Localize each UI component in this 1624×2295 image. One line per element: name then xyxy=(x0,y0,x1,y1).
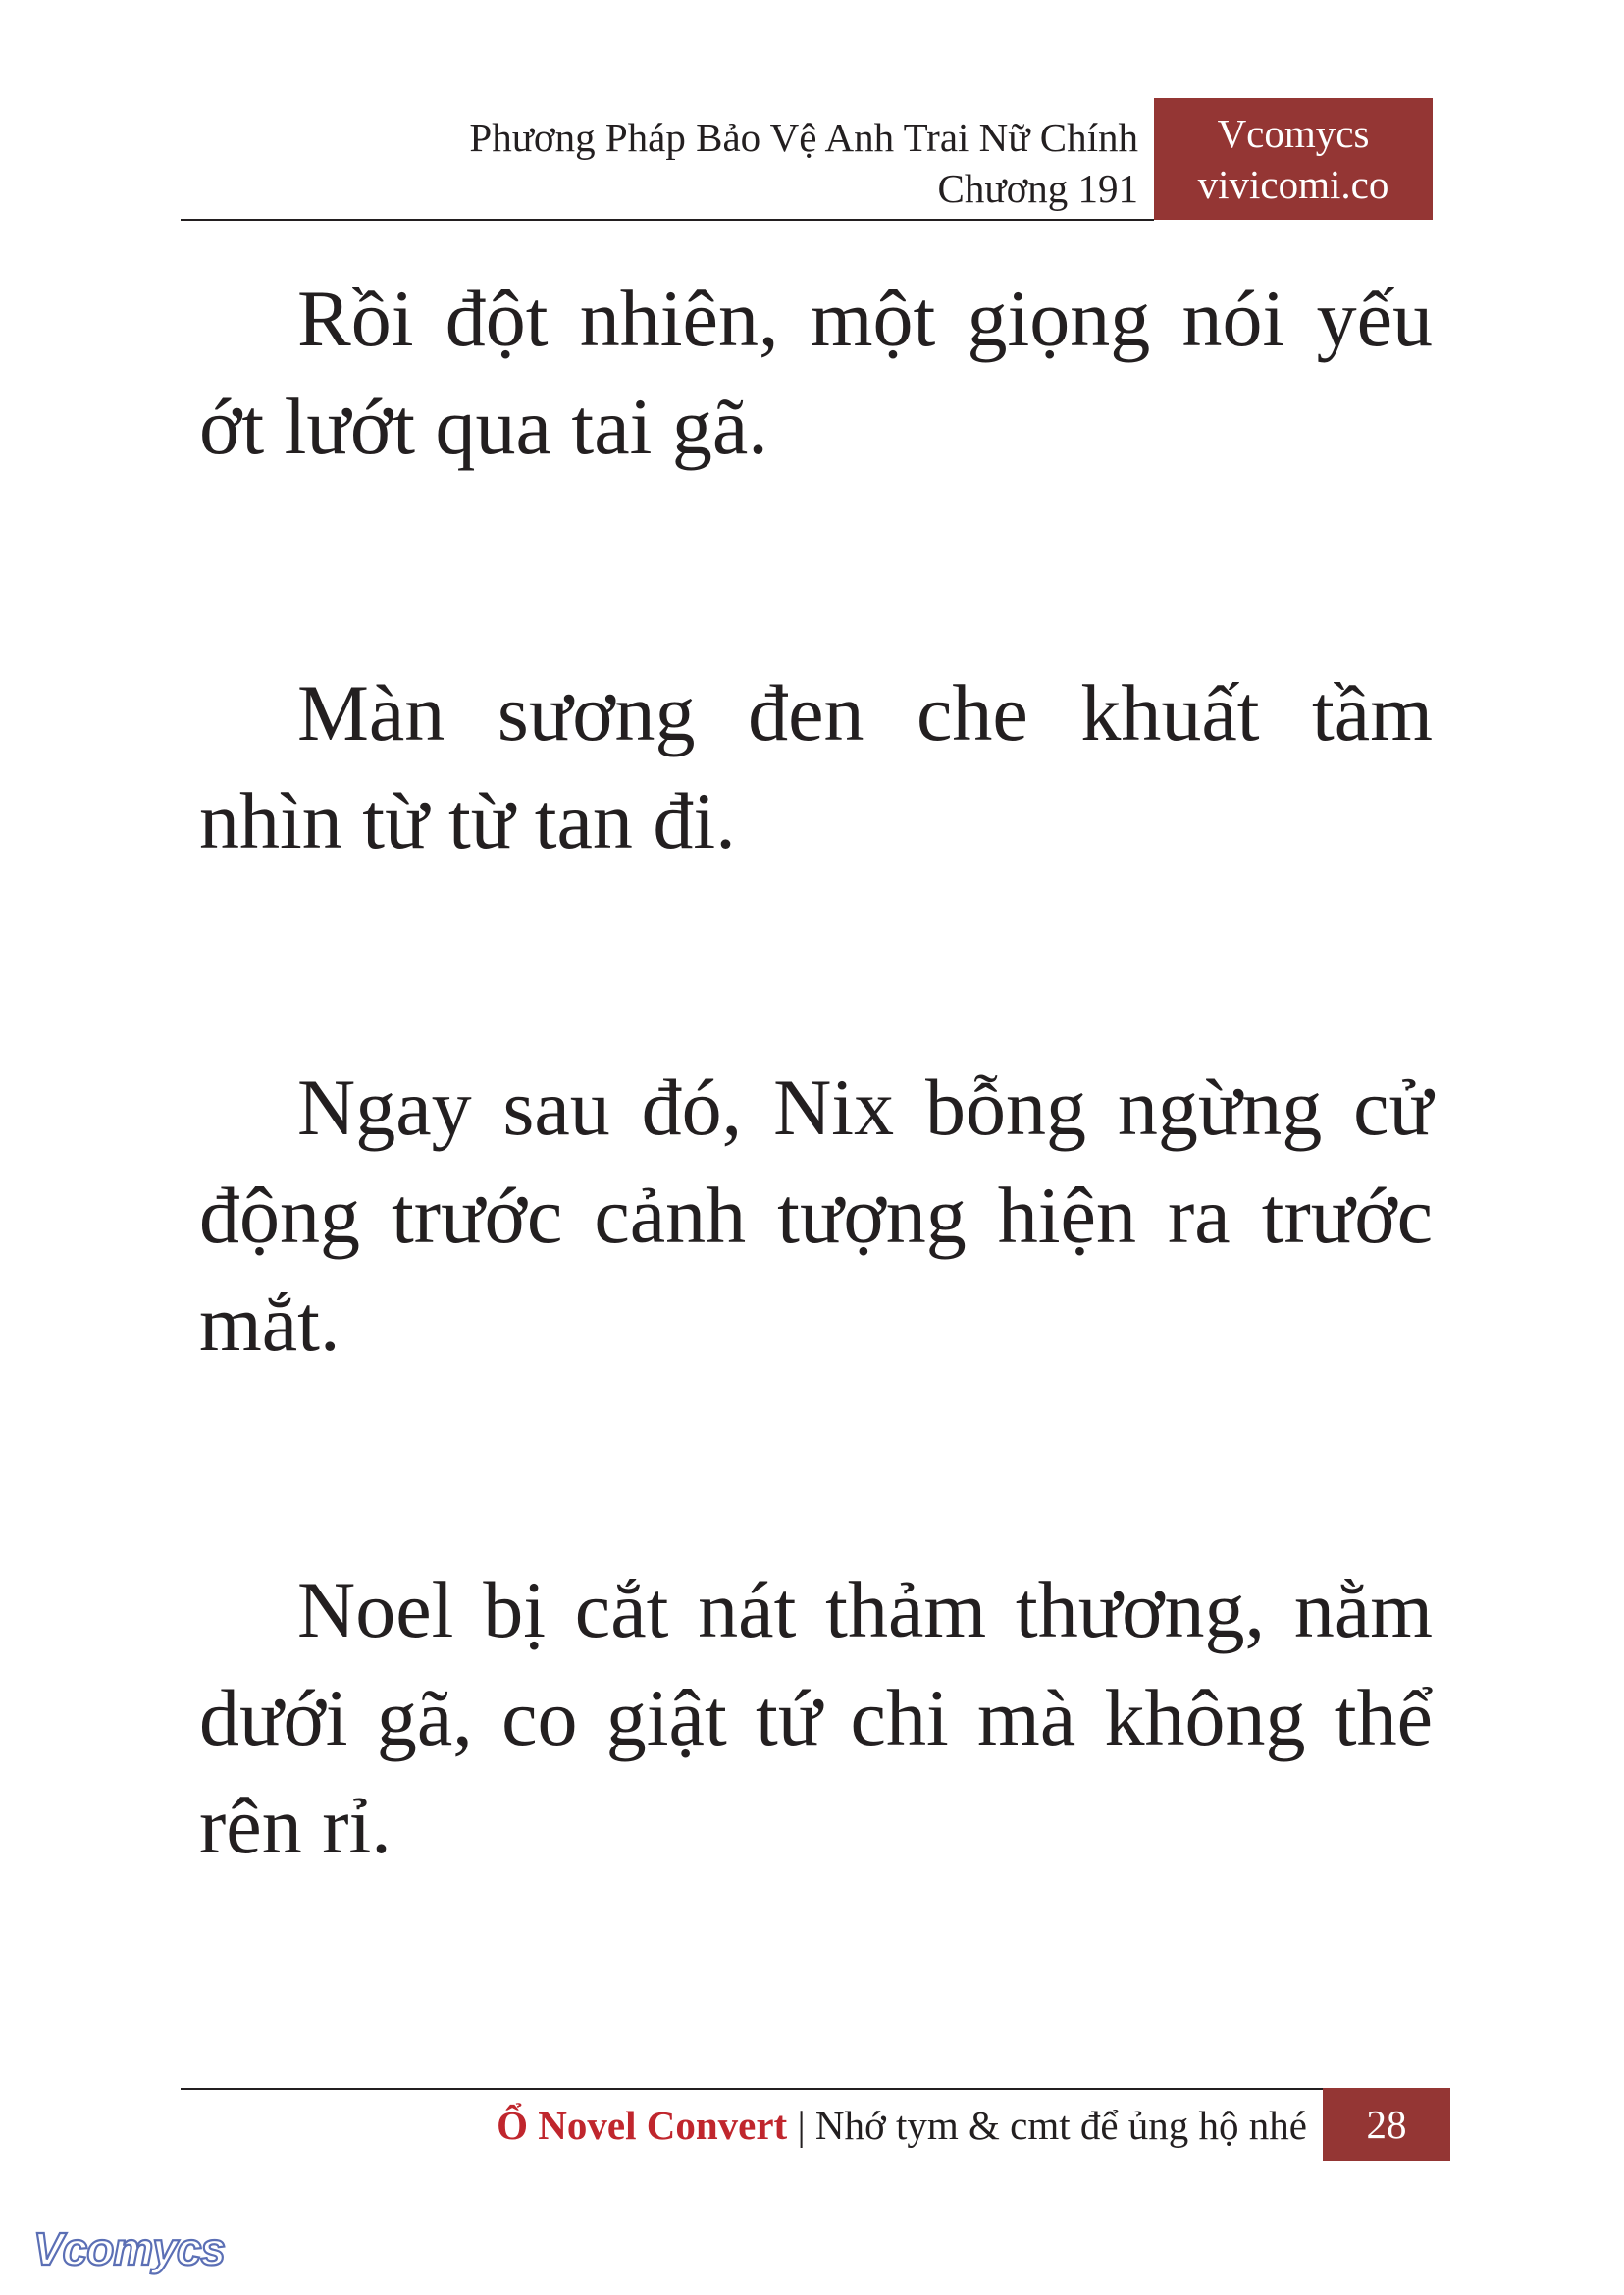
header-title-block xyxy=(469,112,1138,214)
page-footer xyxy=(181,2088,1450,2161)
site-badge-url: vivicomi.co xyxy=(1197,162,1389,207)
footer-text xyxy=(497,2098,1307,2153)
footer-brand[interactable]: Ổ Novel Convert xyxy=(497,2103,788,2148)
paragraph: Màn sương đen che khuất tầm nhìn từ từ tan đi. xyxy=(199,668,1433,865)
paragraph: Noel bị cắt nát thảm thương, nằm dưới gã, co giật tứ chi mà không thể rên rỉ. xyxy=(199,1565,1433,1870)
site-badge[interactable] xyxy=(1154,98,1433,220)
footer-separator: | xyxy=(797,2103,806,2148)
site-badge-name: Vcomycs xyxy=(1217,111,1370,156)
watermark-text: Vcomycs xyxy=(33,2223,226,2274)
chapter-label: Chương 191 xyxy=(937,166,1138,211)
header-divider xyxy=(181,219,1154,221)
page-header xyxy=(181,98,1433,220)
footer-message: Nhớ tym & cmt để ủng hộ nhé xyxy=(814,2103,1307,2148)
chapter-content xyxy=(199,265,1433,2059)
book-title: Phương Pháp Bảo Vệ Anh Trai Nữ Chính xyxy=(469,115,1138,160)
vcomycs-watermark-logo xyxy=(29,2219,255,2278)
paragraph: Ngay sau đó, Nix bỗng ngừng cử động trước cảnh tượng hiện ra trước mắt. xyxy=(199,1063,1433,1368)
page-number: 28 xyxy=(1323,2088,1450,2161)
footer-divider xyxy=(181,2088,1327,2090)
paragraph: Rồi đột nhiên, một giọng nói yếu ớt lướt qua tai gã. xyxy=(199,274,1433,471)
